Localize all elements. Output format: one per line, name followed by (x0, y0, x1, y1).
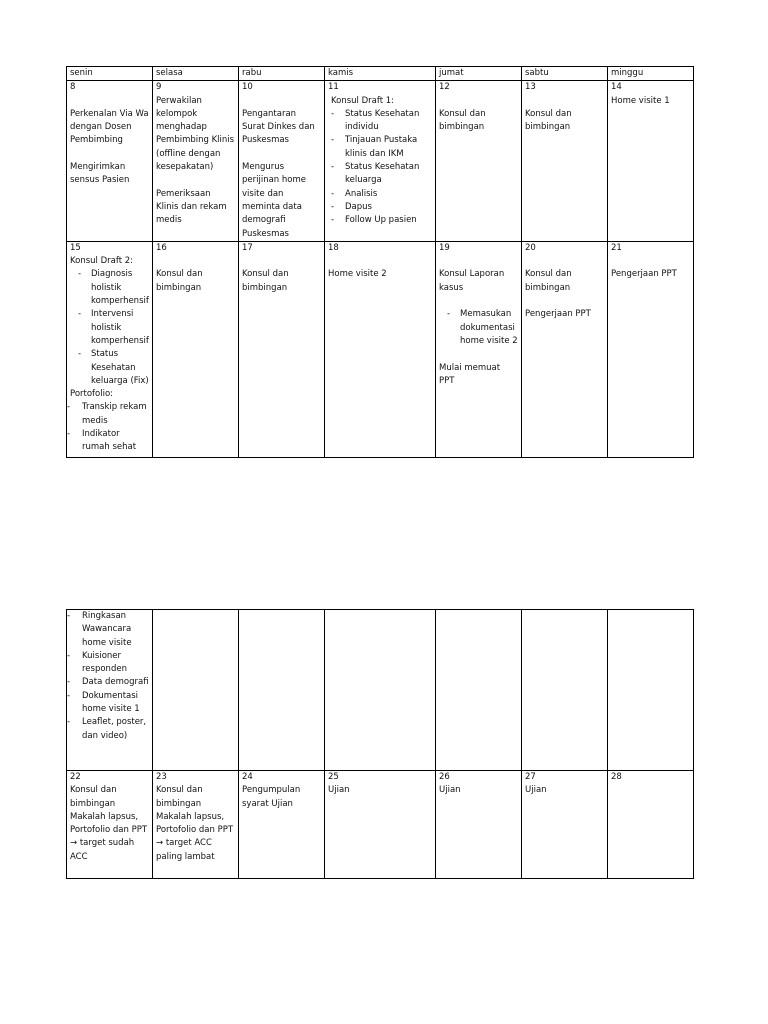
list-item: - Leaflet, poster, dan video) (67, 716, 149, 743)
day-cell-21 (608, 241, 694, 457)
cell-text: Konsul dan bimbingan Makalah lapsus, Portofolio dan PPT → target ACC paling lambat (156, 785, 236, 862)
day-number: 25 (328, 772, 339, 782)
list-item: - Dokumentasi home visite 1 (67, 690, 149, 717)
list-item: - Indikator rumah sehat (67, 428, 149, 455)
cell-text: Pemeriksaan Klinis dan rekam medis (156, 188, 230, 226)
week-row-3 (67, 771, 694, 879)
day-cell-8 (67, 81, 153, 242)
cell-text: Ujian (525, 785, 547, 796)
day-number: 12 (439, 82, 450, 93)
day-cell-27 (522, 771, 608, 879)
day-cell-24 (239, 771, 325, 879)
day-number: 15 (70, 242, 81, 253)
cell-title: Konsul Draft 1: (331, 95, 395, 106)
day-number: 11 (328, 82, 339, 93)
list-item: - Ringkasan Wawancara home visite (67, 610, 149, 650)
day-cell-11 (325, 81, 436, 242)
list-item: - Kuisioner responden (67, 650, 149, 677)
day-cell-22 (67, 771, 153, 879)
cell-text: Konsul dan bimbingan (242, 269, 292, 293)
cell-text: Perwakilan kelompok menghadap Pembimbing Klinis (offline dengan kesepakatan) (156, 95, 237, 173)
list-item: - Data demografi (67, 676, 149, 689)
cell-text: Ujian (439, 785, 461, 796)
header-sabtu: sabtu (522, 67, 608, 81)
empty-cell (608, 610, 694, 771)
day-number: 8 (70, 82, 76, 93)
list-item: - Analisis (328, 188, 432, 201)
cell-text: Konsul dan bimbingan (525, 269, 575, 293)
day-cell-15 (67, 241, 153, 457)
day-cell-23 (153, 771, 239, 879)
empty-cell (436, 610, 522, 771)
cell-text: Home visite 2 (328, 269, 387, 280)
day-cell-17 (239, 241, 325, 457)
cell-text: Konsul dan bimbingan (156, 269, 206, 293)
empty-cell (522, 610, 608, 771)
list-item: - Transkip rekam medis (67, 401, 149, 428)
day-number: 20 (525, 242, 536, 253)
list-item: - Follow Up pasien (328, 214, 432, 227)
list-item: - Status Kesehatan individu (328, 108, 432, 135)
list-item: - Status Kesehatan keluarga (Fix) (75, 348, 149, 388)
cell-text: Konsul Laporan kasus (439, 269, 507, 293)
header-kamis: kamis (325, 67, 436, 81)
day-cell-28 (608, 771, 694, 879)
day-number: 14 (611, 82, 622, 93)
day-number: 17 (242, 242, 253, 253)
day-cell-25 (325, 771, 436, 879)
day-cell-12 (436, 81, 522, 242)
cell-text: Pengumpulan syarat Ujian (242, 785, 303, 809)
schedule-table-top (66, 66, 694, 458)
day-number: 21 (611, 242, 622, 253)
day-cell-26 (436, 771, 522, 879)
day-number: 26 (439, 772, 450, 782)
day-number: 24 (242, 772, 253, 782)
day-cell-18 (325, 241, 436, 457)
empty-cell (325, 610, 436, 771)
list-item: - Intervensi holistik komperhensif (75, 308, 149, 348)
laporan-list (439, 308, 518, 348)
day-number: 27 (525, 772, 536, 782)
list-item: - Tinjauan Pustaka klinis dan IKM (328, 134, 432, 161)
empty-cell (239, 610, 325, 771)
day-number: 18 (328, 242, 339, 253)
cell-text: Konsul dan bimbingan (525, 108, 575, 133)
cell-text: Pengantaran Surat Dinkes dan Puskesmas (242, 108, 318, 146)
day-cell-13 (522, 81, 608, 242)
cell-text: Konsul dan bimbingan Makalah lapsus, Portofolio dan PPT → target sudah ACC (70, 785, 150, 862)
cell-text: Perkenalan Via Wa dengan Dosen Pembimbing (70, 108, 152, 146)
cell-text: Pengerjaan PPT (611, 269, 677, 280)
day-number: 22 (70, 772, 81, 782)
portfolio-list-continued (70, 610, 149, 743)
draft2-list (70, 268, 149, 388)
day-cell-16 (153, 241, 239, 457)
day-number: 19 (439, 242, 450, 253)
week-row-2 (67, 241, 694, 457)
portfolio-list (70, 401, 149, 454)
list-item: - Memasukan dokumentasi home visite 2 (444, 308, 518, 348)
day-number: 28 (611, 772, 622, 782)
week-row-1 (67, 81, 694, 242)
day-cell-19 (436, 241, 522, 457)
day-number: 23 (156, 772, 167, 782)
cell-text: Mengurus perijinan home visite dan meminta data demografi Puskesmas (242, 162, 309, 239)
draft1-list (328, 108, 432, 228)
day-number: 9 (156, 82, 162, 93)
cell-text: Mulai memuat PPT (439, 362, 503, 386)
cell-text: Mengirimkan sensus Pasien (70, 162, 130, 186)
header-row (67, 67, 694, 81)
cell-text: Konsul dan bimbingan (439, 108, 489, 133)
day-cell-14 (608, 81, 694, 242)
list-item: - Status Kesehatan keluarga (328, 161, 432, 188)
day-number: 13 (525, 82, 536, 93)
header-rabu: rabu (239, 67, 325, 81)
schedule-table-bottom (66, 609, 694, 879)
list-item: - Diagnosis holistik komperhensif (75, 268, 149, 308)
continuation-row (67, 610, 694, 771)
day-number: 10 (242, 82, 253, 93)
empty-cell (153, 610, 239, 771)
header-senin: senin (67, 67, 153, 81)
header-selasa: selasa (153, 67, 239, 81)
header-jumat: jumat (436, 67, 522, 81)
cell-text: Pengerjaan PPT (525, 309, 591, 320)
header-minggu: minggu (608, 67, 694, 81)
cell-text: Home visite 1 (611, 95, 670, 106)
day-cell-9 (153, 81, 239, 242)
cell-text: Ujian (328, 785, 350, 796)
day-cell-20 (522, 241, 608, 457)
list-item: - Dapus (328, 201, 432, 214)
continuation-cell (67, 610, 153, 771)
portfolio-title: Portofolio: (70, 389, 114, 400)
day-cell-10 (239, 81, 325, 242)
day-number: 16 (156, 242, 167, 253)
cell-title: Konsul Draft 2: (70, 256, 134, 267)
